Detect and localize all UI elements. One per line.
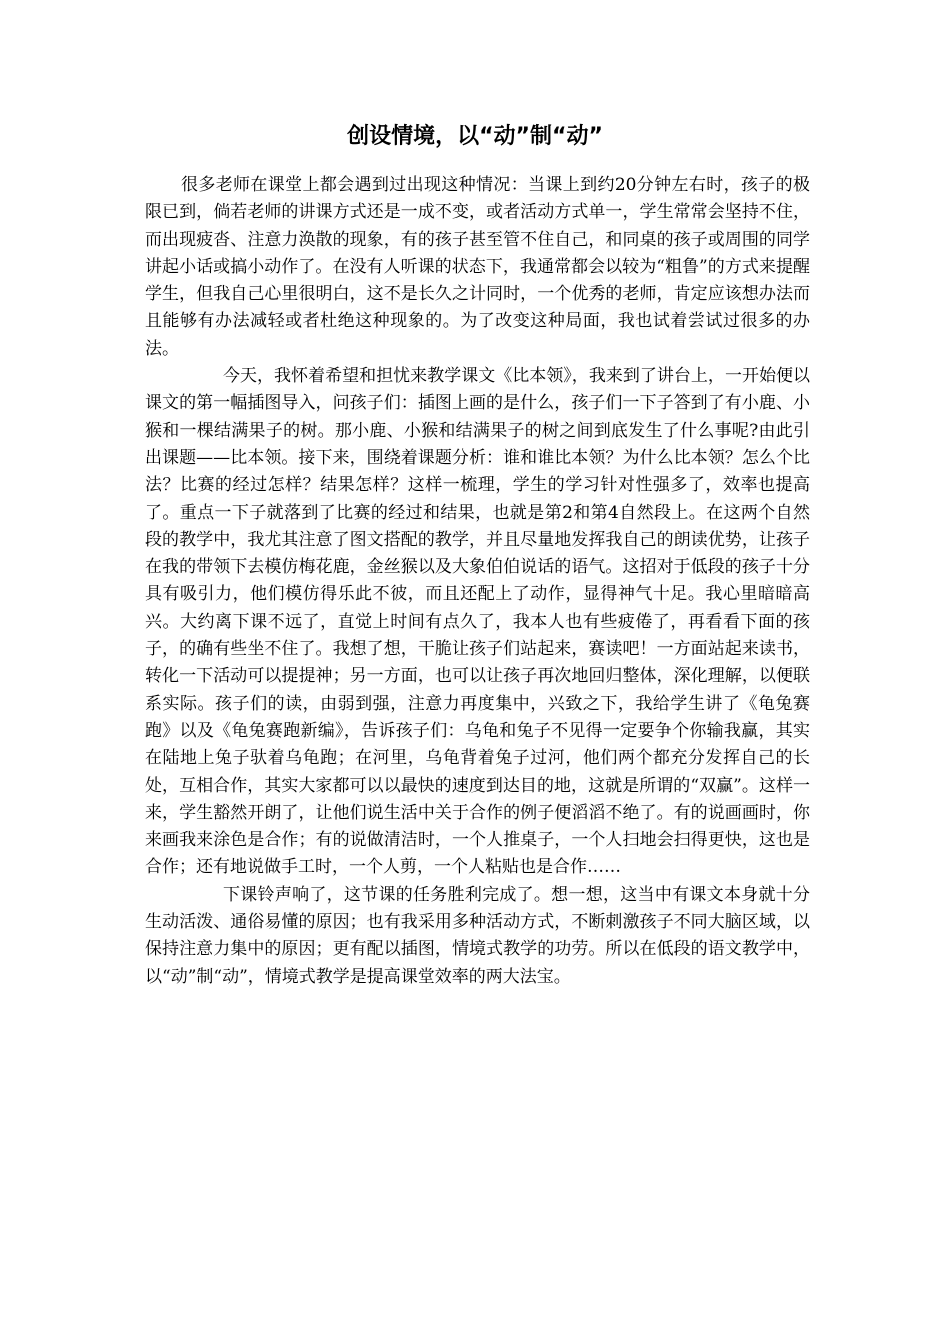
document-title: 创设情境，以“动”制“动” (347, 124, 603, 149)
paragraph-2: 今天，我怀着希望和担忧来教学课文《比本领》，我来到了讲台上，一开始便以课文的第一幅插图导入，问孩子们：插图上画的是什么，孩子们一下子答到了有小鹿、小猴和一棵结满果子的树。那小鹿、小猴和结满果子的树之间到底发生了什么事呢?由此引出课题——比本领。接下来，围绕着课题分析：谁和谁比本领？为什么比本领？怎么个比法？比赛的经过怎样？结果怎样？这样一梳理，学生的学习针对性强多了，效率也提高了。重点一下子就落到了比赛的经过和结果，也就是第2和第4自然段上。在这两个自然段的教学中，我尤其注意了图文搭配的教学，并且尽量地发挥我自己的朗读优势，让孩子在我的带领下去模仿梅花鹿，金丝猴以及大象伯伯说话的语气。这招对于低段的孩子十分具有吸引力，他们模仿得乐此不彼，而且还配上了动作，显得神气十足。我心里暗暗高兴。大约离下课不远了，直觉上时间有点久了，我本人也有些疲倦了，再看看下面的孩子，的确有些坐不住了。我想了想，干脆让孩子们站起来，赛读吧！一方面站起来读书，转化一下活动可以提提神；另一方面，也可以让孩子再次地回归整体，深化理解，以便联系实际。孩子们的读，由弱到强，注意力再度集中，兴致之下，我给学生讲了《龟兔赛跑》以及《龟兔赛跑新编》，告诉孩子们：乌龟和兔子不见得一定要争个你输我赢，其实在陆地上兔子驮着乌龟跑；在河里，乌龟背着兔子过河，他们两个都充分发挥自己的长处，互相合作，其实大家都可以以最快的速度到达目的地，这就是所谓的“双赢”。这样一来，学生豁然开朗了，让他们说生活中关于合作的例子便滔滔不绝了。有的说画画时，你来画我来涂色是合作；有的说做清洁时，一个人推桌子，一个人扫地会扫得更快，这也是合作；还有地说做手工时，一个人剪，一个人粘贴也是合作…… (145, 366, 810, 878)
paragraph-1: 很多老师在课堂上都会遇到过出现这种情况：当课上到约20分钟左右时，孩子的极限已到，倘若老师的讲课方式还是一成不变，或者活动方式单一，学生常常会坚持不住，而出现疲沓、注意力涣散的现象，有的孩子甚至管不住自己，和同桌的孩子或周围的同学讲起小话或搞小动作了。在没有人听课的状态下，我通常都会以较为“粗鲁”的方式来提醒学生，但我自己心里很明白，这不是长久之计同时，一个优秀的老师，肯定应该想办法而且能够有办法减轻或者杜绝这种现象的。为了改变这种局面，我也试着尝试过很多的办法。 (145, 175, 810, 359)
paragraph-3: 下课铃声响了，这节课的任务胜利完成了。想一想，这当中有课文本身就十分生动活泼、通俗易懂的原因；也有我采用多种活动方式，不断刺激孩子不同大脑区域，以保持注意力集中的原因；更有配以插图，情境式教学的功劳。所以在低段的语文教学中，以“动”制“动”，情境式教学是提高课堂效率的两大法宝。 (145, 884, 810, 987)
document-body (145, 172, 810, 991)
